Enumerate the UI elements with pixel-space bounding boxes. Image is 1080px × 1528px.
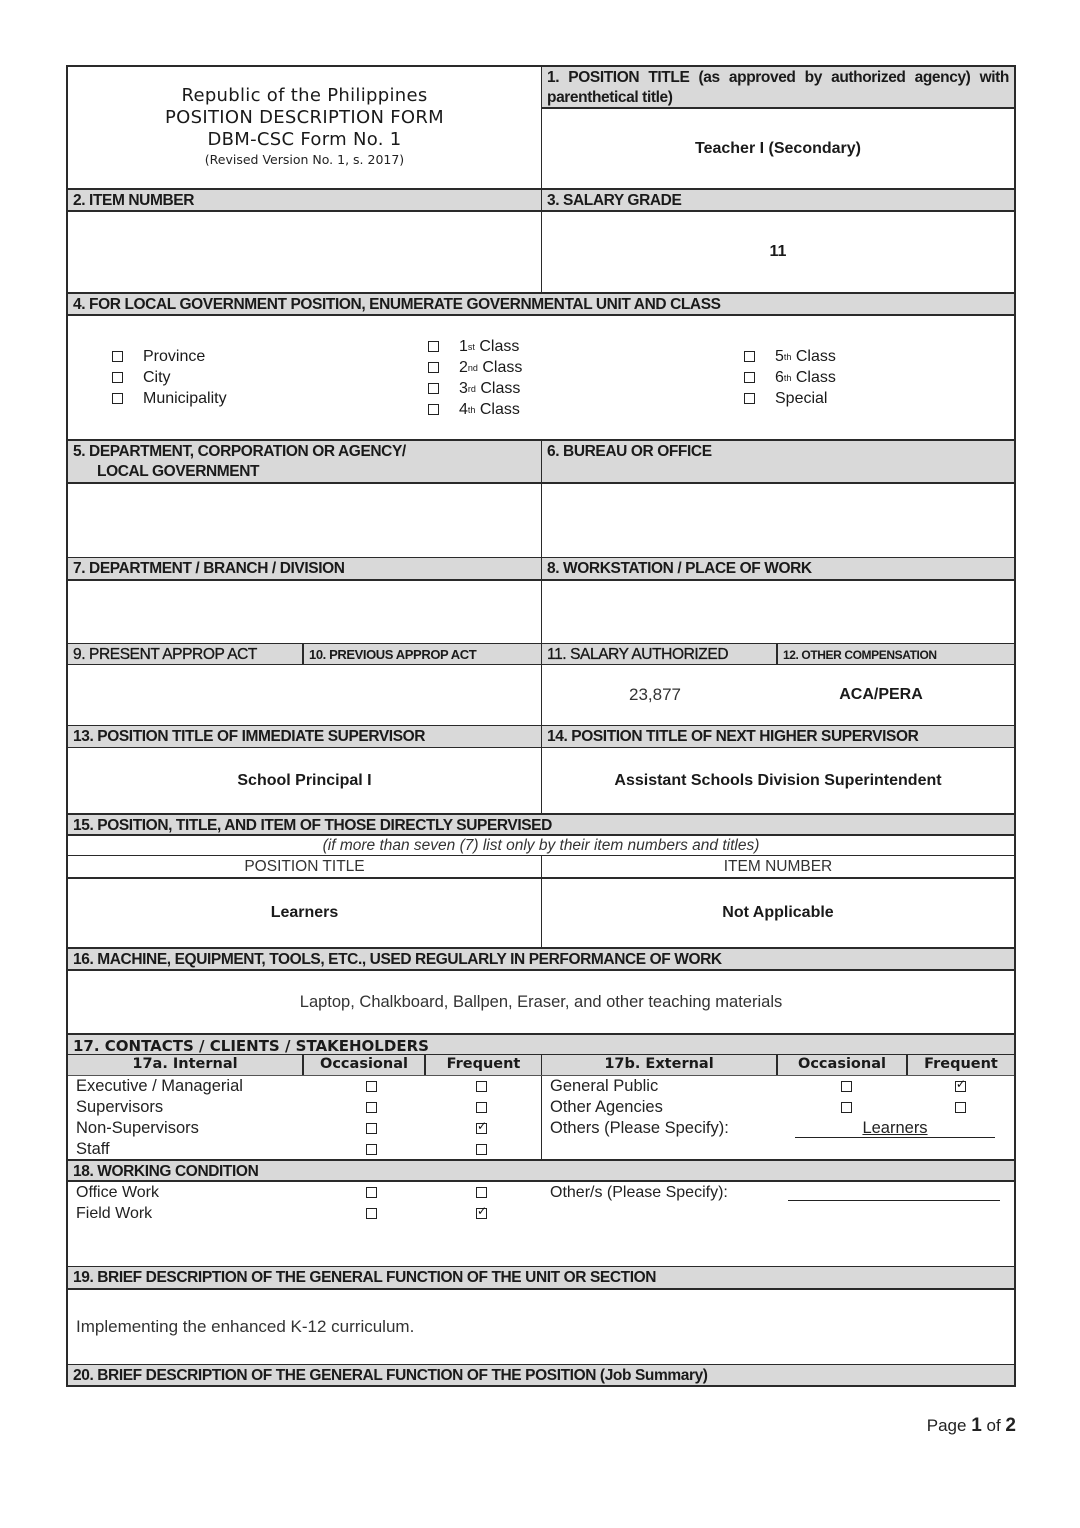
internal-contacts <box>68 1076 542 1159</box>
job-summary-label: 20. BRIEF DESCRIPTION OF THE GENERAL FUNCTION OF THE POSITION (Job Summary) <box>68 1365 1014 1385</box>
directly-supervised-note: (if more than seven (7) list only by their item numbers and titles) <box>322 837 760 854</box>
internal-frequent-header: Frequent <box>426 1055 542 1075</box>
equipment-field[interactable]: Laptop, Chalkboard, Ballpen, Eraser, and other teaching materials <box>299 992 783 1011</box>
checkbox-icon[interactable] <box>841 1102 852 1113</box>
position-description-form <box>66 65 1016 1387</box>
lgu-unit-city[interactable]: City <box>112 367 227 388</box>
department-agency-label: 5. DEPARTMENT, CORPORATION OR AGENCY/ LOCAL GOVERNMENT <box>68 441 542 482</box>
department-branch-field[interactable] <box>68 581 542 643</box>
working-condition-others-field[interactable] <box>788 1200 1000 1201</box>
salary-authorized-label: 11. SALARY AUTHORIZED <box>542 644 778 664</box>
previous-approp-act-label: 10. PREVIOUS APPROP ACT <box>304 644 542 664</box>
unit-function-field[interactable]: Implementing the enhanced K-12 curriculum. <box>76 1317 415 1336</box>
next-higher-supervisor-field[interactable]: Assistant Schools Division Superintendent <box>614 771 942 789</box>
bureau-office-field[interactable] <box>542 484 1014 557</box>
contact-others: Others (Please Specify): Learners <box>542 1118 1014 1139</box>
lgu-class-4th[interactable]: 4 th Class <box>428 399 522 420</box>
external-occasional-header: Occasional <box>778 1055 908 1075</box>
form-title-block <box>68 67 542 188</box>
checkbox-icon[interactable] <box>366 1123 377 1134</box>
lgu-section <box>68 316 1014 439</box>
checkbox-icon[interactable] <box>476 1187 487 1198</box>
item-number-label: 2. ITEM NUMBER <box>68 190 542 210</box>
contact-staff: Staff <box>68 1139 541 1160</box>
working-condition-field-work: Field Work ✓ <box>68 1203 1014 1224</box>
checkbox-icon[interactable] <box>476 1102 487 1113</box>
salary-authorized-field[interactable]: 23,877 <box>629 685 681 704</box>
lgu-class-1st[interactable]: 1 st Class <box>428 336 522 357</box>
checkbox-icon[interactable] <box>366 1081 377 1092</box>
contacts-others-field[interactable]: Learners <box>795 1119 995 1138</box>
approp-act-field[interactable] <box>68 665 542 725</box>
salary-grade-field[interactable]: 11 <box>769 243 787 260</box>
checked-checkbox-icon[interactable] <box>476 1123 487 1134</box>
checkbox-icon[interactable] <box>112 372 123 383</box>
checkbox-icon[interactable] <box>112 393 123 404</box>
supervised-position-title-field[interactable]: Learners <box>68 879 542 947</box>
other-compensation-field[interactable]: ACA/PERA <box>839 686 923 703</box>
directly-supervised-label: 15. POSITION, TITLE, AND ITEM OF THOSE DIRECTLY SUPERVISED <box>68 815 1014 834</box>
bureau-office-label: 6. BUREAU OR OFFICE <box>542 441 1014 482</box>
external-frequent-header: Frequent <box>924 1056 998 1072</box>
contact-non-supervisors: Non-Supervisors ✓ <box>68 1118 541 1139</box>
salary-grade-label: 3. SALARY GRADE <box>542 190 1014 210</box>
present-approp-act-label: 9. PRESENT APPROP ACT <box>68 644 304 664</box>
working-condition-section <box>68 1182 1014 1266</box>
working-condition-label: 18. WORKING CONDITION <box>68 1161 1014 1180</box>
contact-general-public: General Public ✓ <box>542 1076 1014 1097</box>
checkbox-icon[interactable] <box>366 1208 377 1219</box>
contacts-subheader <box>68 1055 1014 1075</box>
working-condition-others-label: Other/s (Please Specify): <box>550 1184 728 1201</box>
contact-other-agencies: Other Agencies <box>542 1097 1014 1118</box>
republic-title: Republic of the Philippines <box>181 85 428 106</box>
checkbox-icon[interactable] <box>476 1081 487 1092</box>
lgu-class-6th[interactable]: 6 th Class <box>744 367 836 388</box>
lgu-class-2nd[interactable]: 2 nd Class <box>428 357 522 378</box>
lgu-classes-a <box>428 336 522 420</box>
checkbox-icon[interactable] <box>112 351 123 362</box>
lgu-units <box>112 346 227 409</box>
checkbox-icon[interactable] <box>428 341 439 352</box>
department-branch-label: 7. DEPARTMENT / BRANCH / DIVISION <box>68 558 542 579</box>
lgu-class-5th[interactable]: 5 th Class <box>744 346 836 367</box>
checkbox-icon[interactable] <box>955 1102 966 1113</box>
supervised-item-number-field[interactable]: Not Applicable <box>722 904 834 921</box>
item-number-field[interactable] <box>68 212 542 292</box>
checkbox-icon[interactable] <box>428 404 439 415</box>
form-number: DBM-CSC Form No. 1 <box>207 129 402 150</box>
lgu-classes-b <box>744 346 836 409</box>
checkbox-icon[interactable] <box>841 1081 852 1092</box>
item-number-column-header: ITEM NUMBER <box>723 858 833 875</box>
checkbox-icon[interactable] <box>476 1144 487 1155</box>
form-revision: (Revised Version No. 1, s. 2017) <box>204 152 405 167</box>
internal-occasional-header: Occasional <box>304 1055 426 1075</box>
department-agency-field[interactable] <box>68 484 542 557</box>
page-indicator: Page 1 of 2 <box>926 1415 1016 1436</box>
checked-checkbox-icon[interactable] <box>955 1081 966 1092</box>
position-title-field[interactable]: Teacher I (Secondary) <box>695 139 861 157</box>
lgu-unit-municipality[interactable]: Municipality <box>112 388 227 409</box>
external-header: 17b. External <box>542 1055 778 1075</box>
checkbox-icon[interactable] <box>366 1102 377 1113</box>
checkbox-icon[interactable] <box>744 351 755 362</box>
checked-checkbox-icon[interactable] <box>476 1208 487 1219</box>
checkbox-icon[interactable] <box>428 383 439 394</box>
workstation-field[interactable] <box>542 581 1014 643</box>
form-title: POSITION DESCRIPTION FORM <box>164 107 445 128</box>
lgu-unit-province[interactable]: Province <box>112 346 227 367</box>
position-title-label: 1. POSITION TITLE (as approved by authorized agency) with parenthetical title) <box>542 67 1014 109</box>
equipment-label: 16. MACHINE, EQUIPMENT, TOOLS, ETC., USED REGULARLY IN PERFORMANCE OF WORK <box>68 949 1014 969</box>
internal-header: 17a. Internal <box>68 1055 304 1075</box>
contact-supervisors: Supervisors <box>68 1097 541 1118</box>
checkbox-icon[interactable] <box>744 393 755 404</box>
contact-executive-managerial: Executive / Managerial <box>68 1076 541 1097</box>
checkbox-icon[interactable] <box>744 372 755 383</box>
lgu-class-special[interactable]: Special <box>744 388 836 409</box>
checkbox-icon[interactable] <box>366 1144 377 1155</box>
workstation-label: 8. WORKSTATION / PLACE OF WORK <box>542 558 1014 579</box>
unit-function-label: 19. BRIEF DESCRIPTION OF THE GENERAL FUNCTION OF THE UNIT OR SECTION <box>68 1267 1014 1288</box>
contacts-label: 17. CONTACTS / CLIENTS / STAKEHOLDERS <box>68 1035 1014 1054</box>
checkbox-icon[interactable] <box>428 362 439 373</box>
working-condition-office-work: Office Work <box>68 1182 1014 1203</box>
external-contacts <box>542 1076 1014 1159</box>
next-higher-supervisor-label: 14. POSITION TITLE OF NEXT HIGHER SUPERVISOR <box>542 726 1014 747</box>
lgu-label: 4. FOR LOCAL GOVERNMENT POSITION, ENUMERATE GOVERNMENTAL UNIT AND CLASS <box>68 294 1014 314</box>
immediate-supervisor-field[interactable]: School Principal I <box>68 748 542 813</box>
immediate-supervisor-label: 13. POSITION TITLE OF IMMEDIATE SUPERVISOR <box>68 726 542 747</box>
other-compensation-label: 12. OTHER COMPENSATION <box>778 644 1014 664</box>
lgu-class-3rd[interactable]: 3 rd Class <box>428 378 522 399</box>
checkbox-icon[interactable] <box>366 1187 377 1198</box>
position-title-column-header: POSITION TITLE <box>68 856 542 877</box>
